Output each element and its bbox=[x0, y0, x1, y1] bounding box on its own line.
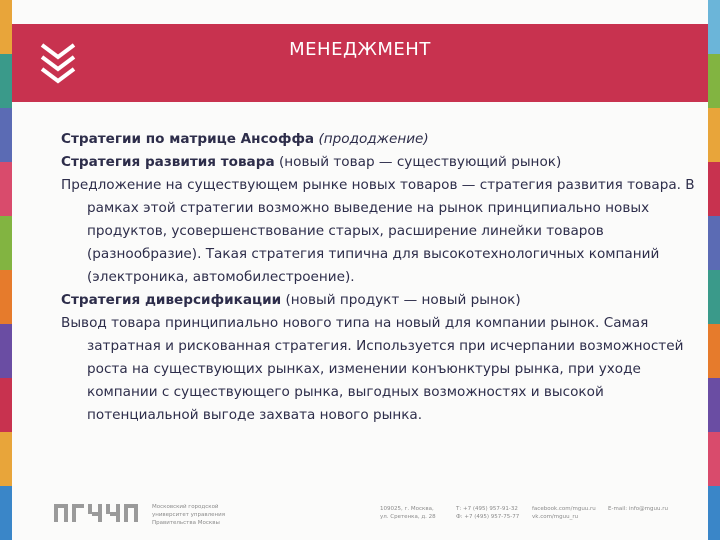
paragraph-product-description: Предложение на существующем рынке новых товаров — стратегия развития товара. В рамках этой стратегии возможно выведение на рынок принципиально новых продуктов, усовершенствование старых, расширение линейки товаров (разнообразие). Такая стратегия типична для высокотехнологичных компаний (электроника, автомобилестроение). bbox=[61, 177, 695, 285]
strip-segment bbox=[0, 216, 12, 270]
org-line: Правительства Москвы bbox=[152, 520, 220, 526]
social-link[interactable]: facebook.com/mguu.ru bbox=[532, 506, 596, 512]
strip-segment bbox=[708, 54, 720, 108]
strip-segment bbox=[0, 0, 12, 54]
heading-bold: Стратегии по матрице Ансоффа bbox=[61, 131, 315, 147]
paragraph-diversification-description: Вывод товара принципиально нового типа на новый для компании рынок. Самая затратная и рискованная стратегия. Используется при исчерпании возможностей роста на существующих рынках, изменении конъюнктуры рынка, при уходе компании с существующего рынка, выгодных возможностях и высокой потенциальной выгоде захвата нового рынка. bbox=[61, 315, 684, 423]
org-name bbox=[152, 503, 252, 527]
strip-segment bbox=[0, 378, 12, 432]
slide-card bbox=[12, 0, 708, 540]
mgu-logo bbox=[54, 502, 154, 524]
address-line: 109025, г. Москва, bbox=[380, 506, 434, 512]
strip-segment bbox=[708, 378, 720, 432]
strip-segment bbox=[0, 162, 12, 216]
paragraph-strategy-diversification bbox=[61, 289, 701, 312]
footer-email bbox=[608, 505, 668, 513]
strategy-diversification-title: Стратегия диверсификации bbox=[61, 292, 282, 308]
left-color-strip bbox=[0, 0, 12, 540]
footer-phones bbox=[456, 505, 519, 521]
slide-body bbox=[61, 128, 701, 427]
strip-segment bbox=[708, 486, 720, 540]
strategy-product-title: Стратегия развития товара bbox=[61, 154, 275, 170]
strip-segment bbox=[708, 216, 720, 270]
strip-segment bbox=[0, 54, 12, 108]
footer-social bbox=[532, 505, 596, 521]
strip-segment bbox=[708, 108, 720, 162]
header-bar bbox=[12, 24, 708, 102]
strip-segment bbox=[0, 486, 12, 540]
strip-segment bbox=[708, 324, 720, 378]
phone-line: Т: +7 (495) 957-91-32 bbox=[456, 506, 518, 512]
strip-segment bbox=[0, 432, 12, 486]
social-link[interactable]: vk.com/mguu_ru bbox=[532, 514, 579, 520]
strip-segment bbox=[0, 270, 12, 324]
strip-segment bbox=[708, 162, 720, 216]
org-line: университет управления bbox=[152, 512, 226, 518]
email-link[interactable]: E-mail: info@mguu.ru bbox=[608, 506, 668, 512]
right-color-strip bbox=[708, 0, 720, 540]
address-line: ул. Сретенка, д. 28 bbox=[380, 514, 436, 520]
strip-segment bbox=[0, 324, 12, 378]
strip-segment bbox=[0, 108, 12, 162]
strip-segment bbox=[708, 0, 720, 54]
heading-italic: (прододжение) bbox=[318, 131, 429, 147]
org-line: Московский городской bbox=[152, 504, 219, 510]
paragraph-strategy-product bbox=[61, 151, 701, 174]
paragraph-heading bbox=[61, 128, 701, 151]
footer bbox=[12, 496, 708, 530]
footer-address bbox=[380, 505, 436, 521]
strategy-product-note: (новый товар — существующий рынок) bbox=[278, 154, 562, 170]
slide-title: МЕНЕДЖМЕНТ bbox=[289, 39, 431, 60]
strategy-diversification-note: (новый продукт — новый рынок) bbox=[285, 292, 521, 308]
strip-segment bbox=[708, 270, 720, 324]
phone-line: Ф: +7 (495) 957-75-77 bbox=[456, 514, 520, 520]
strip-segment bbox=[708, 432, 720, 486]
